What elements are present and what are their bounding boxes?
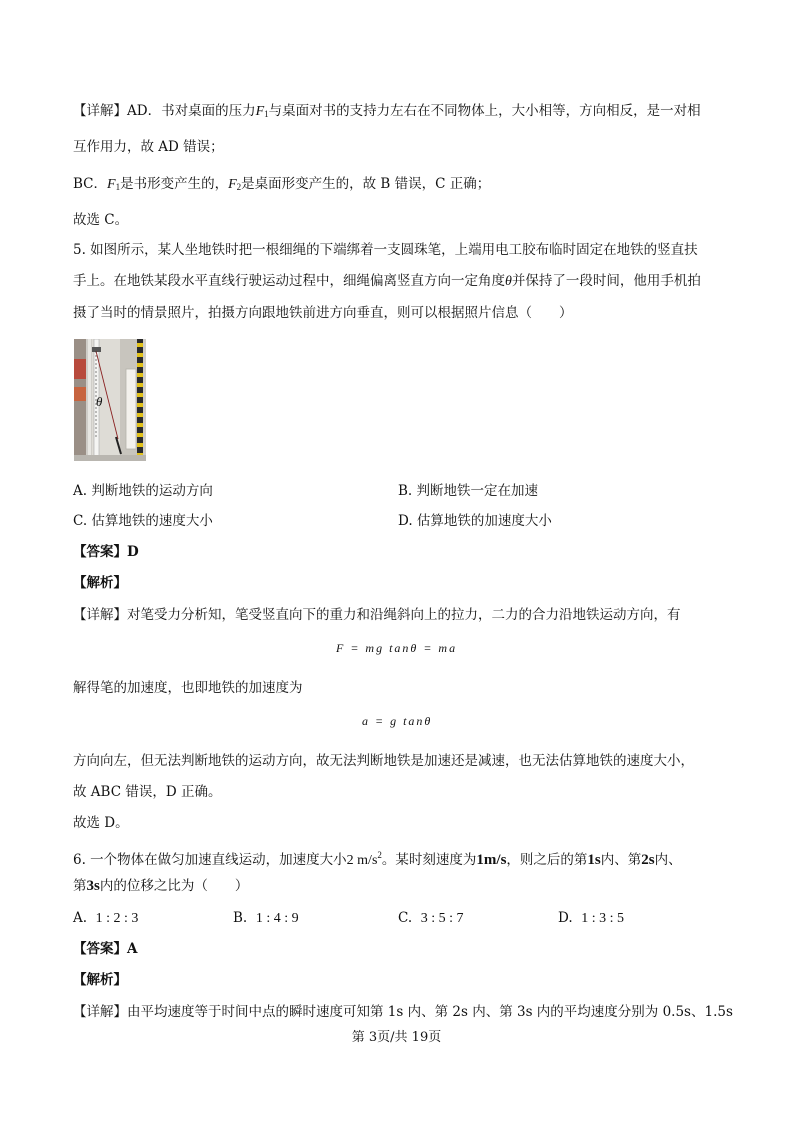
force-f1-symbol: $F_1$ [255,104,269,119]
acceleration-value: 2 $m/s^2$ [346,850,382,868]
q5-detail-line-3: 方向向左，但无法判断地铁的运动方向，故无法判断地铁是加速还是减速，也无法估算地铁的速度大小， [73,753,694,769]
q5-stem-line-3: 摄了当时的情景照片，拍摄方向跟地铁前进方向垂直，则可以根据照片信息（ ） [73,305,573,321]
q5-stem-line-1: 5. 如图所示，某人坐地铁时把一根细绳的下端绑着一支圆珠笔，上端用电工胶布临时固定在地铁的竖直扶 [73,242,698,258]
q5-detail-line-4: 故 ABC 错误，D 正确。 [73,784,222,800]
q6-option-c: C. 3 : 5 : 7 [398,910,464,926]
photo-theta-label: θ [96,394,103,409]
q5-detail-line-2: 解得笔的加速度，也即地铁的加速度为 [73,680,303,696]
detail-line-4: 故选 C。 [73,212,129,228]
detail-line-3: BC．$F_1$是书形变产生的，$F_2$是桌面形变产生的，故 B 错误，C 正确； [73,176,491,192]
q6-answer: 【答案】A [73,941,138,957]
q5-option-d: D. 估算地铁的加速度大小 [398,513,552,529]
velocity-value: 1m/s [476,852,507,868]
page-footer: 第 3页/共 19页 [351,1030,442,1045]
q6-analysis-heading: 【解析】 [73,972,127,988]
q5-detail-line-1: 【详解】对笔受力分析知，笔受竖直向下的重力和沿绳斜向上的拉力，二力的合力沿地铁运动方向，有 [73,607,681,623]
q5-option-a: A. 判断地铁的运动方向 [73,483,213,499]
q6-stem-line-2: 第3s内的位移之比为（ ） [73,878,249,894]
subway-photo-drawing [74,339,146,461]
detail-line-2: 互作用力，故 AD 错误； [73,139,224,155]
q5-analysis-heading: 【解析】 [73,575,127,591]
q5-detail-line-5: 故选 D。 [73,815,129,831]
theta-symbol: θ [505,274,512,289]
q5-equation-2: a = g tanθ [362,714,433,728]
force-f1-symbol: $F_1$ [107,177,121,192]
q5-answer: 【答案】D [73,544,139,560]
subway-photo [74,339,146,461]
q6-detail-line-1: 【详解】由平均速度等于时间中点的瞬时速度可知第 1s 内、第 2s 内、第 3s 内的平均速度分别为 0.5s、1.5s [73,1004,733,1020]
q6-stem-line-1: 6. 一个物体在做匀加速直线运动，加速度大小2 $m/s^2$。某时刻速度为1m/s，则之后的第1s内、第2s内、 [73,850,682,868]
q5-equation-1: F = mg tanθ = ma [336,641,458,655]
q6-option-d: D. 1 : 3 : 5 [558,910,625,926]
q5-option-c: C. 估算地铁的速度大小 [73,513,213,529]
detail-line-1: 【详解】AD．书对桌面的压力$F_1$与桌面对书的支持力左右在不同物体上，大小相等，方向相反，是一对相 [73,103,701,119]
q6-option-b: B. 1 : 4 : 9 [233,910,299,926]
q5-option-b: B. 判断地铁一定在加速 [398,483,539,499]
force-f2-symbol: $F_2$ [228,177,242,192]
q6-option-a: A. 1 : 2 : 3 [73,910,139,926]
q5-stem-line-2: 手上。在地铁某段水平直线行驶运动过程中，细绳偏离竖直方向一定角度θ并保持了一段时间，他用手机拍 [73,273,701,289]
